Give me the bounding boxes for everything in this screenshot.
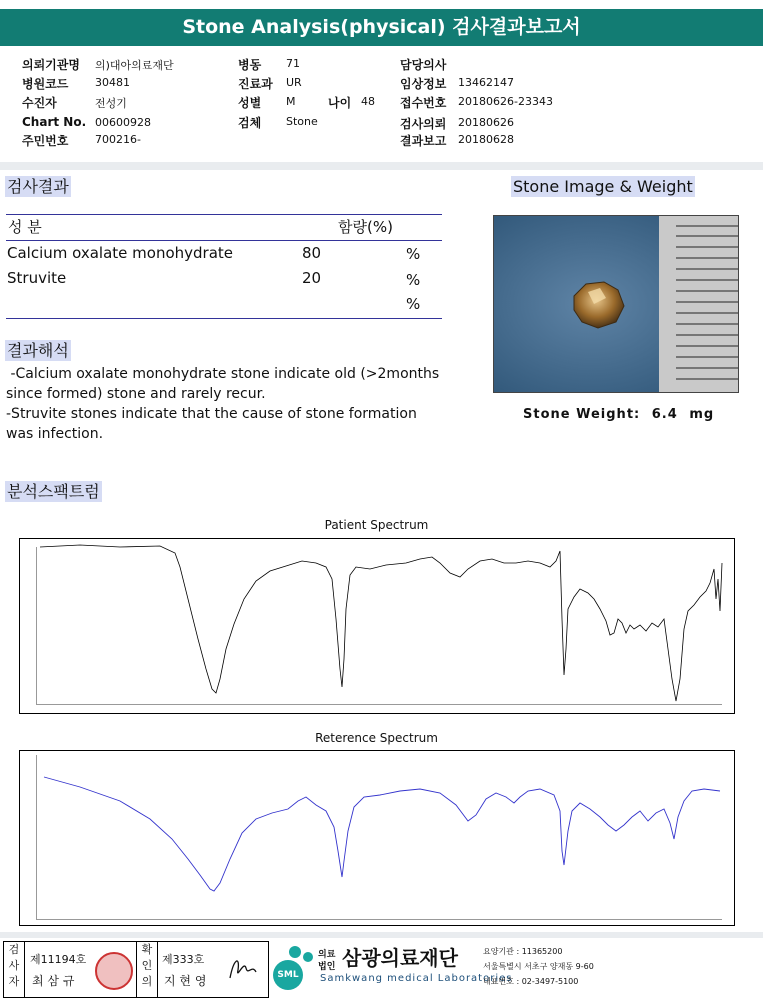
interpretation-line-4: was infection. [6, 426, 104, 442]
stone-section-title: Stone Image & Weight [513, 177, 693, 196]
institution-label: 의뢰기관명 [22, 58, 80, 72]
org-prefix-top: 의료 [318, 950, 336, 960]
table-header-rule [6, 240, 442, 241]
receipt-no-value: 20180626-23343 [458, 95, 553, 108]
reference-spectrum-svg [20, 751, 734, 925]
seal-stamp-icon [95, 952, 133, 990]
reference-spectrum-line [44, 777, 720, 891]
signature-icon [226, 954, 262, 984]
stone-photo [493, 215, 739, 393]
specimen-value: Stone [286, 115, 318, 128]
resident-no-label: 주민번호 [22, 134, 69, 148]
patient-spectrum-svg [20, 539, 734, 713]
interpretation-line-2: since formed) stone and rarely recur. [6, 386, 266, 402]
age-value: 48 [361, 95, 375, 108]
report-date-label: 결과보고 [400, 134, 447, 148]
patient-spectrum-line [40, 545, 722, 701]
org-code-line: 요양기관 : 11365200 [483, 947, 563, 956]
signature-box [3, 941, 269, 998]
approver-label: 확인의 [136, 942, 158, 997]
result-row-1-unit: % [406, 245, 421, 263]
org-phone-line: 대표번호 : 02-3497-5100 [483, 977, 579, 986]
patient-spectrum-chart [19, 538, 735, 714]
reference-spectrum-title: Reterence Spectrum [315, 731, 438, 745]
table-top-rule [6, 214, 442, 215]
logo-dot-icon [303, 952, 313, 962]
patient-info-panel [0, 48, 763, 162]
org-address-line: 서울특별시 서초구 양재동 9-60 [483, 962, 594, 971]
approver-name: 지 현 영 [164, 974, 207, 988]
reference-spectrum-chart [19, 750, 735, 926]
department-value: UR [286, 76, 302, 89]
result-row-1-name: Calcium oxalate monohydrate [7, 244, 234, 262]
patient-spectrum-title: Patient Spectrum [324, 518, 429, 532]
ward-value: 71 [286, 57, 300, 70]
section-divider [0, 162, 763, 170]
sex-value: M [286, 95, 296, 108]
approver-no: 제333호 [162, 953, 205, 966]
report-title: Stone Analysis(physical) 검사결과보고서 [0, 9, 763, 46]
org-name-en: Samkwang medical Laboratories [320, 973, 513, 984]
request-date-value: 20180626 [458, 116, 514, 129]
stone-weight-unit: mg [689, 407, 715, 422]
results-section-title: 검사결과 [7, 177, 69, 196]
specimen-label: 검체 [238, 116, 262, 130]
org-name: 삼광의료재단 [342, 946, 458, 970]
result-row-3-unit: % [406, 295, 421, 313]
chart-no-value: 00600928 [95, 116, 151, 129]
footer-divider [0, 932, 763, 938]
clinical-info-value: 13462147 [458, 76, 514, 89]
interpretation-text [6, 364, 486, 444]
result-row-2-name: Struvite [7, 269, 67, 287]
component-header: 성 분 [8, 218, 42, 236]
interpretation-section-title: 결과해석 [7, 341, 69, 360]
resident-no-value: 700216- [95, 133, 141, 146]
logo-text: SML [273, 960, 303, 990]
collector-value: 전성기 [95, 97, 127, 110]
clinical-info-label: 임상정보 [400, 77, 447, 91]
result-row-1-value: 80 [302, 244, 322, 262]
content-header: 함량(%) [338, 218, 393, 236]
inspector-label: 검사자 [4, 942, 25, 997]
doctor-label: 담당의사 [400, 58, 447, 72]
hospital-code-value: 30481 [95, 76, 130, 89]
institution-value: 의)대아의료재단 [95, 59, 174, 72]
interpretation-line-3: -Struvite stones indicate that the cause of stone formation [6, 406, 417, 422]
stone-weight-value: 6.4 [651, 407, 678, 422]
department-label: 진료과 [238, 77, 273, 91]
table-bottom-rule [6, 318, 442, 319]
org-prefix-bottom: 법인 [318, 962, 336, 972]
stone-photo-svg [494, 216, 738, 392]
result-row-2-value: 20 [302, 269, 322, 287]
sml-logo [271, 944, 317, 994]
sex-label: 성별 [238, 96, 262, 110]
inspector-no: 제11194호 [30, 953, 87, 966]
chart-no-label: Chart No. [22, 115, 87, 129]
interpretation-line-1: -Calcium oxalate monohydrate stone indicate old (>2months [6, 366, 440, 382]
logo-dot-icon [289, 946, 301, 958]
stone-weight-label: Stone Weight: [523, 407, 641, 422]
result-row-2-unit: % [406, 271, 421, 289]
receipt-no-label: 접수번호 [400, 96, 447, 110]
hospital-code-label: 병원코드 [22, 77, 69, 91]
spectrum-section-title: 분석스팩트럼 [7, 482, 100, 501]
stone-weight-line [523, 407, 714, 422]
report-date-value: 20180628 [458, 133, 514, 146]
collector-label: 수진자 [22, 96, 57, 110]
request-date-label: 검사의뢰 [400, 117, 447, 131]
inspector-name: 최 삼 규 [32, 974, 75, 988]
ward-label: 병동 [238, 58, 262, 72]
age-label: 나이 [328, 96, 352, 110]
